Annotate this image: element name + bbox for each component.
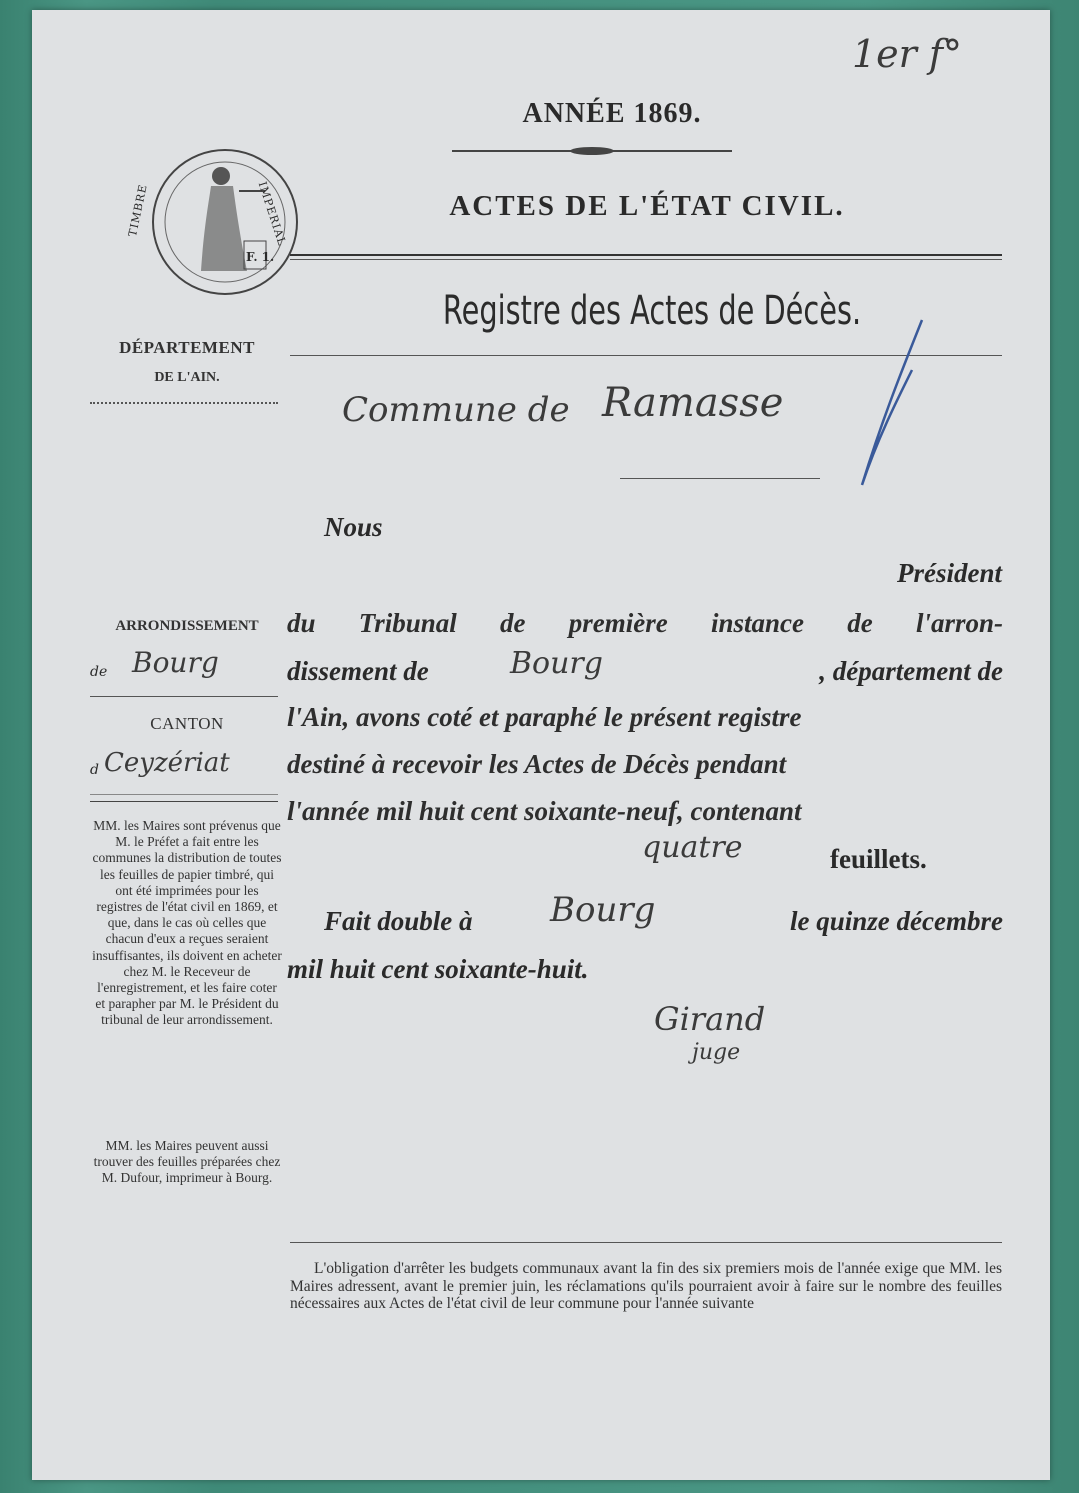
place-hand: Bourg [550, 890, 656, 930]
commune-rule [620, 478, 820, 479]
year-line: mil huit cent soixante-huit. [287, 954, 589, 984]
canton-prefix: d [90, 762, 99, 778]
departement-label: DÉPARTEMENT [119, 338, 255, 357]
body-line-3: l'Ain, avons coté et paraphé le présent registre [287, 702, 802, 732]
commune-value: Ramasse [602, 380, 784, 426]
footer-rule [290, 1242, 1002, 1243]
sidebar-note-timbre: MM. les Maires sont prévenus que M. le Préfet a fait entre les communes la distribution de toutes les feuilles de papier timbré, qui ont été imprimées pour les registres de l'état civil en 1869, et que, dans le cas où celles que chacun d'eux a reçues seraient insuffisantes, ils doivent en acheter chez M. le Receveur de l'enregistrement, et les faire coter et parapher par M. le Président du tribunal de leur arrondissement. [92, 818, 282, 1028]
count-hand: quatre [642, 830, 743, 865]
year-heading: ANNÉE 1869. [522, 98, 702, 129]
date-rest: le quinze décembre [790, 906, 1003, 936]
feuillets-word: feuillets. [830, 844, 927, 874]
seal-badge: F. 1. [246, 250, 275, 264]
canton-label: CANTON [150, 714, 224, 733]
body-president: Président [897, 558, 1002, 588]
ornament-divider [452, 144, 732, 158]
body-nous: Nous [324, 512, 383, 542]
register-sheet [32, 10, 1050, 1480]
canton-rule [90, 794, 278, 802]
body-line-2a: dissement de [287, 656, 429, 686]
blue-pen-stroke [822, 310, 952, 490]
arrondissement-label: ARRONDISSEMENT [115, 618, 259, 634]
body-line-5: l'année mil huit cent soixante-neuf, contenant [287, 796, 802, 826]
body-line-4: destiné à recevoir les Actes de Décès pendant [287, 749, 787, 779]
footer-note: L'obligation d'arrêter les budgets communaux avant la fin des six premiers mois de l'année exige que MM. les Maires adressent, avant le premier juin, les réclamations qu'ils pourraient avoir à faire sur le nombre des feuilles nécessaires aux Actes de l'état civil de leur commune pour l'année suivante [290, 1260, 1002, 1312]
sidebar-note-dufour: MM. les Maires peuvent aussi trouver des feuilles préparées chez M. Dufour, imprimeur à Bourg. [93, 1138, 281, 1186]
folio-mark: 1er f° [852, 32, 962, 76]
judge-title: juge [692, 1040, 741, 1065]
body-line-2-hand: Bourg [510, 646, 603, 681]
departement-ornament [90, 398, 278, 404]
seal-right-text: IMPERIAL [255, 180, 289, 248]
arrondissement-prefix: de [90, 664, 108, 680]
title-rule [290, 254, 1002, 256]
body-line-2b: , département de [819, 656, 1003, 686]
commune-label: Commune de [342, 390, 570, 430]
title-rule-thin [290, 259, 1002, 260]
canton-value: Ceyzériat [104, 748, 230, 778]
fait-double: Fait double à [324, 906, 473, 936]
arrondissement-value: Bourg [132, 646, 219, 679]
arrondissement-rule [90, 696, 278, 697]
seal-left-text: TIMBRE [126, 182, 150, 238]
civil-acts-title: ACTES DE L'ÉTAT CIVIL. [449, 190, 845, 222]
judge-signature: Girand [654, 1000, 766, 1038]
register-title: Registre des Actes de Décès. [442, 288, 862, 334]
departement-value: DE L'AIN. [154, 370, 220, 385]
body-line-1: du Tribunal de première instance de l'arron- [287, 608, 1003, 638]
